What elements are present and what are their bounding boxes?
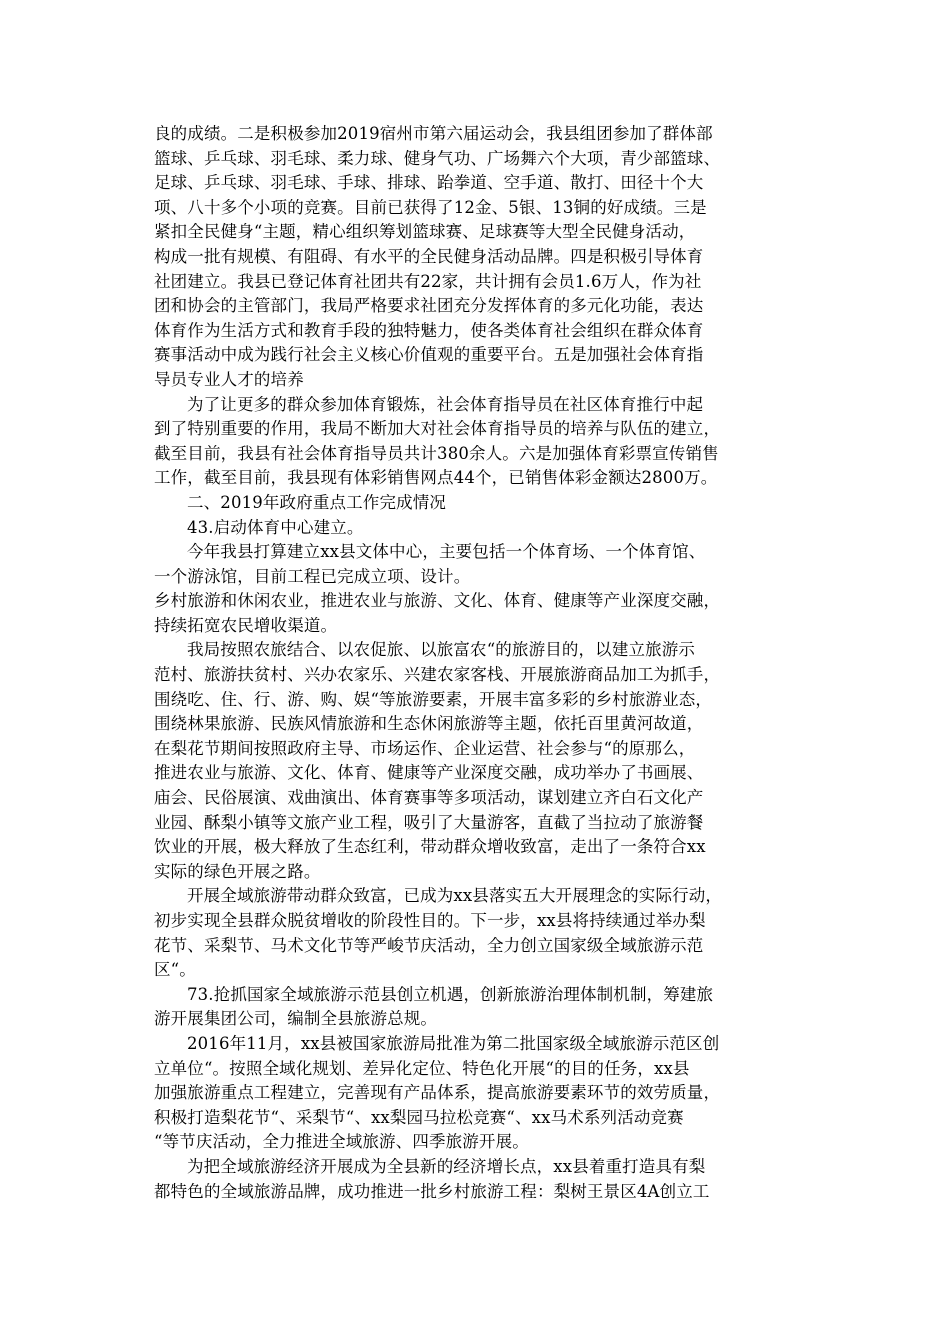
text-line: 积极打造梨花节“、采梨节“、xx梨园马拉松竞赛“、xx马术系列活动竞赛 [154,1107,684,1127]
text-line: 项、八十多个小项的竞赛。目前已获得了12金、5银、13铜的好成绩。三是 [154,197,707,217]
text-line: 73.抢抓国家全域旅游示范县创立机遇，创新旅游治理体制机制，筹建旅 [187,984,714,1004]
text-line: 一个游泳馆，目前工程已完成立项、设计。 [154,566,471,586]
text-line: 持续拓宽农民增收渠道。 [154,615,338,635]
text-line: 紧扣全民健身“主题，精心组织筹划篮球赛、足球赛等大型全民健身活动， [154,222,696,242]
text-line: 开展全域旅游带动群众致富，已成为xx县落实五大开展理念的实际行动， [187,886,723,906]
text-line: 区“。 [154,960,196,980]
text-line: 为了让更多的群众参加体育锻炼，社会体育指导员在社区体育推行中起 [187,394,704,414]
text-line: 范村、旅游扶贫村、兴办农家乐、兴建农家客栈、开展旅游商品加工为抓手， [154,665,721,685]
text-line: 都特色的全域旅游品牌，成功推进一批乡村旅游工程：梨树王景区4A创立工 [154,1181,710,1201]
text-line: 团和协会的主管部门，我局严格要求社团充分发挥体育的多元化功能，表达 [154,296,704,316]
text-line: 截至目前，我县有社会体育指导员共计380余人。六是加强体育彩票宣传销售 [154,443,719,463]
text-line: 饮业的开展，极大释放了生态红利，带动群众增收致富，走出了一条符合xx [154,837,706,857]
text-line: 篮球、乒乓球、羽毛球、柔力球、健身气功、广场舞六个大项，青少部篮球、 [154,148,721,168]
text-line: 构成一批有规模、有阻碍、有水平的全民健身活动品牌。四是积极引导体育 [154,246,704,266]
text-line: 2016年11月，xx县被国家旅游局批准为第二批国家级全域旅游示范区创 [187,1033,720,1053]
text-line: 社团建立。我县已登记体育社团共有22家，共计拥有会员1.6万人，作为社 [154,271,702,291]
text-line: 初步实现全县群众脱贫增收的阶段性目的。下一步，xx县将持续通过举办梨 [154,911,706,930]
text-line: 加强旅游重点工程建立，完善现有产品体系，提高旅游要素环节的效劳质量， [154,1083,721,1103]
text-line: 围绕林果旅游、民族风情旅游和生态休闲旅游等主题，依托百里黄河故道， [154,714,704,734]
text-line: 到了特别重要的作用，我局不断加大对社会体育指导员的培养与队伍的建立， [154,419,721,439]
text-line: 良的成绩。二是积极参加2019宿州市第六届运动会，我县组团参加了群体部 [154,124,713,143]
text-line: 在梨花节期间按照政府主导、市场运作、企业运营、社会参与“的原那么， [154,738,696,758]
text-line: 业园、酥梨小镇等文旅产业工程，吸引了大量游客，直截了当拉动了旅游餐 [154,812,704,832]
text-line: 游开展集团公司，编制全县旅游总规。 [154,1009,438,1029]
text-line: 庙会、民俗展演、戏曲演出、体育赛事等多项活动，谋划建立齐白石文化产 [154,788,704,808]
text-line: 导员专业人才的培养 [154,369,304,389]
text-line: “等节庆活动，全力推进全域旅游、四季旅游开展。 [154,1132,529,1152]
text-line: 工作，截至目前，我县现有体彩销售网点44个，已销售体彩金额达2800万。 [154,468,718,488]
text-line: 围绕吃、住、行、游、购、娱“等旅游要素，开展丰富多彩的乡村旅游业态， [154,689,713,709]
text-line: 足球、乒乓球、羽毛球、手球、排球、跆拳道、空手道、散打、田径十个大 [154,173,704,193]
text-line: 推进农业与旅游、文化、体育、健康等产业深度交融，成功举办了书画展、 [154,763,704,783]
text-line: 赛事活动中成为践行社会主义核心价值观的重要平台。五是加强社会体育指 [154,345,704,365]
text-line: 花节、采梨节、马术文化节等严峻节庆活动，全力创立国家级全域旅游示范 [154,935,704,955]
document-body [154,122,794,1204]
text-line: 体育作为生活方式和教育手段的独特魅力，使各类体育社会组织在群众体育 [154,320,704,340]
text-line: 二、2019年政府重点工作完成情况 [187,492,447,512]
text-line: 我局按照农旅结合、以农促旅、以旅富农“的旅游目的，以建立旅游示 [187,640,696,660]
text-line: 今年我县打算建立xx县文体中心，主要包括一个体育场、一个体育馆、 [187,542,706,562]
text-line: 乡村旅游和休闲农业，推进农业与旅游、文化、体育、健康等产业深度交融， [154,591,721,611]
text-line: 为把全域旅游经济开展成为全县新的经济增长点，xx县着重打造具有梨 [187,1156,706,1176]
text-line: 立单位“。按照全域化规划、差异化定位、特色化开展“的目的任务，xx县 [154,1058,690,1078]
text-line: 实际的绿色开展之路。 [154,861,321,881]
text-line: 43.启动体育中心建立。 [187,517,364,537]
